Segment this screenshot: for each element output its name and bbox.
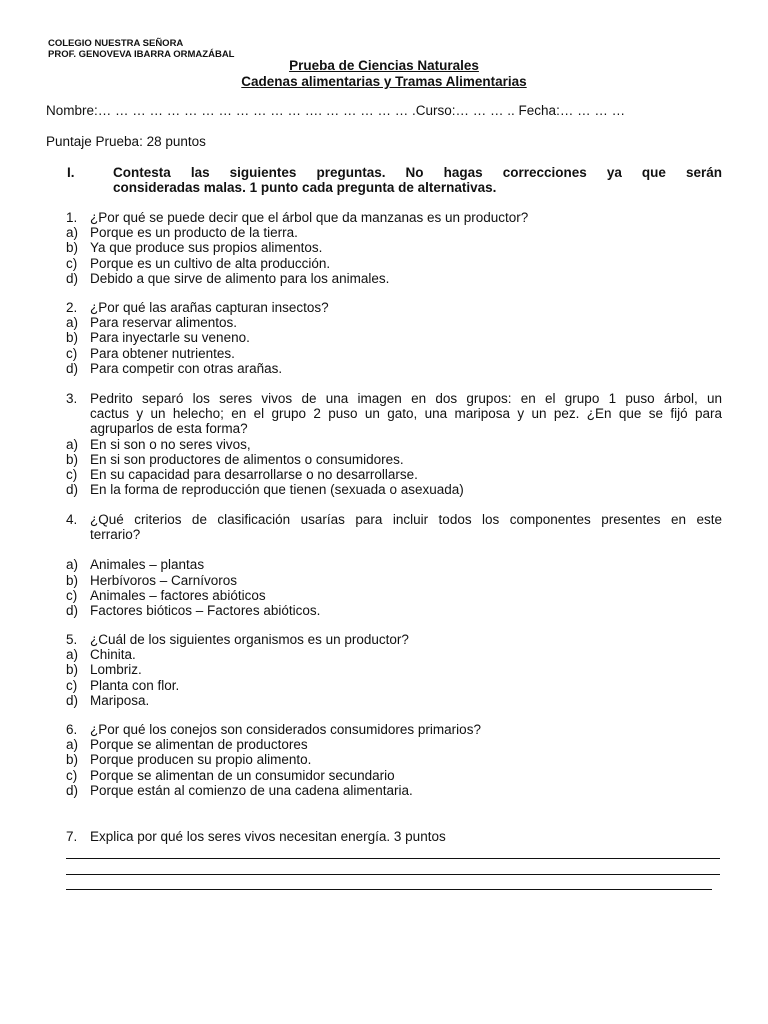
teacher-name: PROF. GENOVEVA IBARRA ORMAZÁBAL xyxy=(48,49,235,60)
option-letter: b) xyxy=(66,572,79,588)
option-letter: c) xyxy=(66,467,78,483)
option-letter: d) xyxy=(66,360,79,376)
option-text: Porque se alimentan de un consumidor secundario xyxy=(90,767,395,783)
option-letter: c) xyxy=(66,767,78,783)
question-6 xyxy=(66,722,722,798)
option-letter: a) xyxy=(66,315,79,331)
school-header xyxy=(48,38,234,60)
question-text: ¿Por qué los conejos son considerados consumidores primarios? xyxy=(90,722,481,737)
question-text-line-1: Pedrito separó los seres vivos de una imagen en dos grupos: en el grupo 1 puso árbol, un xyxy=(90,391,722,406)
exam-title: Prueba de Ciencias Naturales xyxy=(289,58,479,73)
answer-line[interactable] xyxy=(66,874,720,875)
option-letter: c) xyxy=(66,345,78,361)
question-4 xyxy=(66,512,722,618)
option-letter: d) xyxy=(66,270,79,286)
option-letter: b) xyxy=(66,330,79,346)
option-text: Porque producen su propio alimento. xyxy=(90,752,312,768)
question-number: 5. xyxy=(66,632,78,647)
question-2 xyxy=(66,300,722,376)
option-text: En si son o no seres vivos, xyxy=(90,436,251,452)
question-number: 1. xyxy=(66,210,78,225)
option-letter: a) xyxy=(66,557,79,573)
option-text: En si son productores de alimentos o consumidores. xyxy=(90,451,404,467)
question-5 xyxy=(66,632,722,708)
option-letter: c) xyxy=(66,587,78,603)
option-text: En la forma de reproducción que tienen (sexuada o asexuada) xyxy=(90,482,464,498)
option-letter: c) xyxy=(66,255,78,271)
exam-subtitle: Cadenas alimentarias y Tramas Alimentarias xyxy=(241,74,527,89)
student-info-line: Nombre:… … … … … … … … … … … … …. … … … … … .Curso:… … … .. Fecha:… … … … xyxy=(46,103,626,118)
answer-line[interactable] xyxy=(66,889,712,890)
option-text: Para obtener nutrientes. xyxy=(90,345,235,361)
section-number: I. xyxy=(67,165,75,180)
option-letter: a) xyxy=(66,436,79,452)
option-text: Para reservar alimentos. xyxy=(90,315,238,331)
question-number: 3. xyxy=(66,391,78,406)
question-text-line-3: agruparlos de esta forma? xyxy=(90,421,248,437)
option-letter: d) xyxy=(66,782,79,798)
question-1 xyxy=(66,210,722,286)
option-letter: c) xyxy=(66,677,78,693)
option-letter: d) xyxy=(66,603,79,619)
school-name: COLEGIO NUESTRA SEÑORA xyxy=(48,38,184,49)
option-letter: d) xyxy=(66,692,79,708)
option-text: Debido a que sirve de alimento para los animales. xyxy=(90,270,390,286)
section-instructions-line-1: Contesta las siguientes preguntas. No hagas correcciones ya que serán xyxy=(113,165,722,180)
option-letter: d) xyxy=(66,482,79,498)
option-text: Animales – factores abióticos xyxy=(90,587,266,603)
question-number: 6. xyxy=(66,722,78,737)
question-text: ¿Cuál de los siguientes organismos es un productor? xyxy=(90,632,409,647)
option-text: Porque es un cultivo de alta producción. xyxy=(90,255,331,271)
option-text: Ya que produce sus propios alimentos. xyxy=(90,240,323,256)
option-text: Herbívoros – Carnívoros xyxy=(90,572,238,588)
section-instructions xyxy=(113,165,722,195)
option-text: Lombriz. xyxy=(90,662,142,678)
question-text-line-2: terrario? xyxy=(90,527,141,543)
option-letter: b) xyxy=(66,752,79,768)
total-score: Puntaje Prueba: 28 puntos xyxy=(46,134,206,149)
question-3 xyxy=(66,391,722,497)
question-text: ¿Por qué las arañas capturan insectos? xyxy=(90,300,329,315)
option-text: Para inyectarle su veneno. xyxy=(90,330,250,346)
option-letter: b) xyxy=(66,662,79,678)
option-text: Porque se alimentan de productores xyxy=(90,737,308,753)
option-letter: a) xyxy=(66,225,79,241)
question-text-line-2: cactus y un helecho; en el grupo 2 puso un gato, una mariposa y un pez. ¿En que se fijó para xyxy=(90,406,722,422)
answer-line[interactable] xyxy=(66,858,720,859)
option-text: Porque es un producto de la tierra. xyxy=(90,225,298,241)
option-text: Animales – plantas xyxy=(90,557,205,573)
question-number: 4. xyxy=(66,512,78,527)
option-letter: b) xyxy=(66,451,79,467)
option-text: Mariposa. xyxy=(90,692,150,708)
question-text: ¿Por qué se puede decir que el árbol que da manzanas es un productor? xyxy=(90,210,529,225)
option-text: Factores bióticos – Factores abióticos. xyxy=(90,603,321,619)
option-letter: a) xyxy=(66,737,79,753)
option-text: Para competir con otras arañas. xyxy=(90,360,283,376)
question-text: Explica por qué los seres vivos necesitan energía. 3 puntos xyxy=(90,829,446,844)
question-text-line-1: ¿Qué criterios de clasificación usarías para incluir todos los componentes presentes en este xyxy=(90,512,722,527)
question-7 xyxy=(66,829,722,844)
option-text: En su capacidad para desarrollarse o no desarrollarse. xyxy=(90,467,418,483)
option-text: Planta con flor. xyxy=(90,677,180,693)
section-instructions-line-2: consideradas malas. 1 punto cada pregunta de alternativas. xyxy=(113,180,497,195)
option-text: Chinita. xyxy=(90,647,136,663)
option-text: Porque están al comienzo de una cadena alimentaria. xyxy=(90,782,413,798)
question-number: 2. xyxy=(66,300,78,315)
option-letter: a) xyxy=(66,647,79,663)
question-number: 7. xyxy=(66,829,78,844)
option-letter: b) xyxy=(66,240,79,256)
